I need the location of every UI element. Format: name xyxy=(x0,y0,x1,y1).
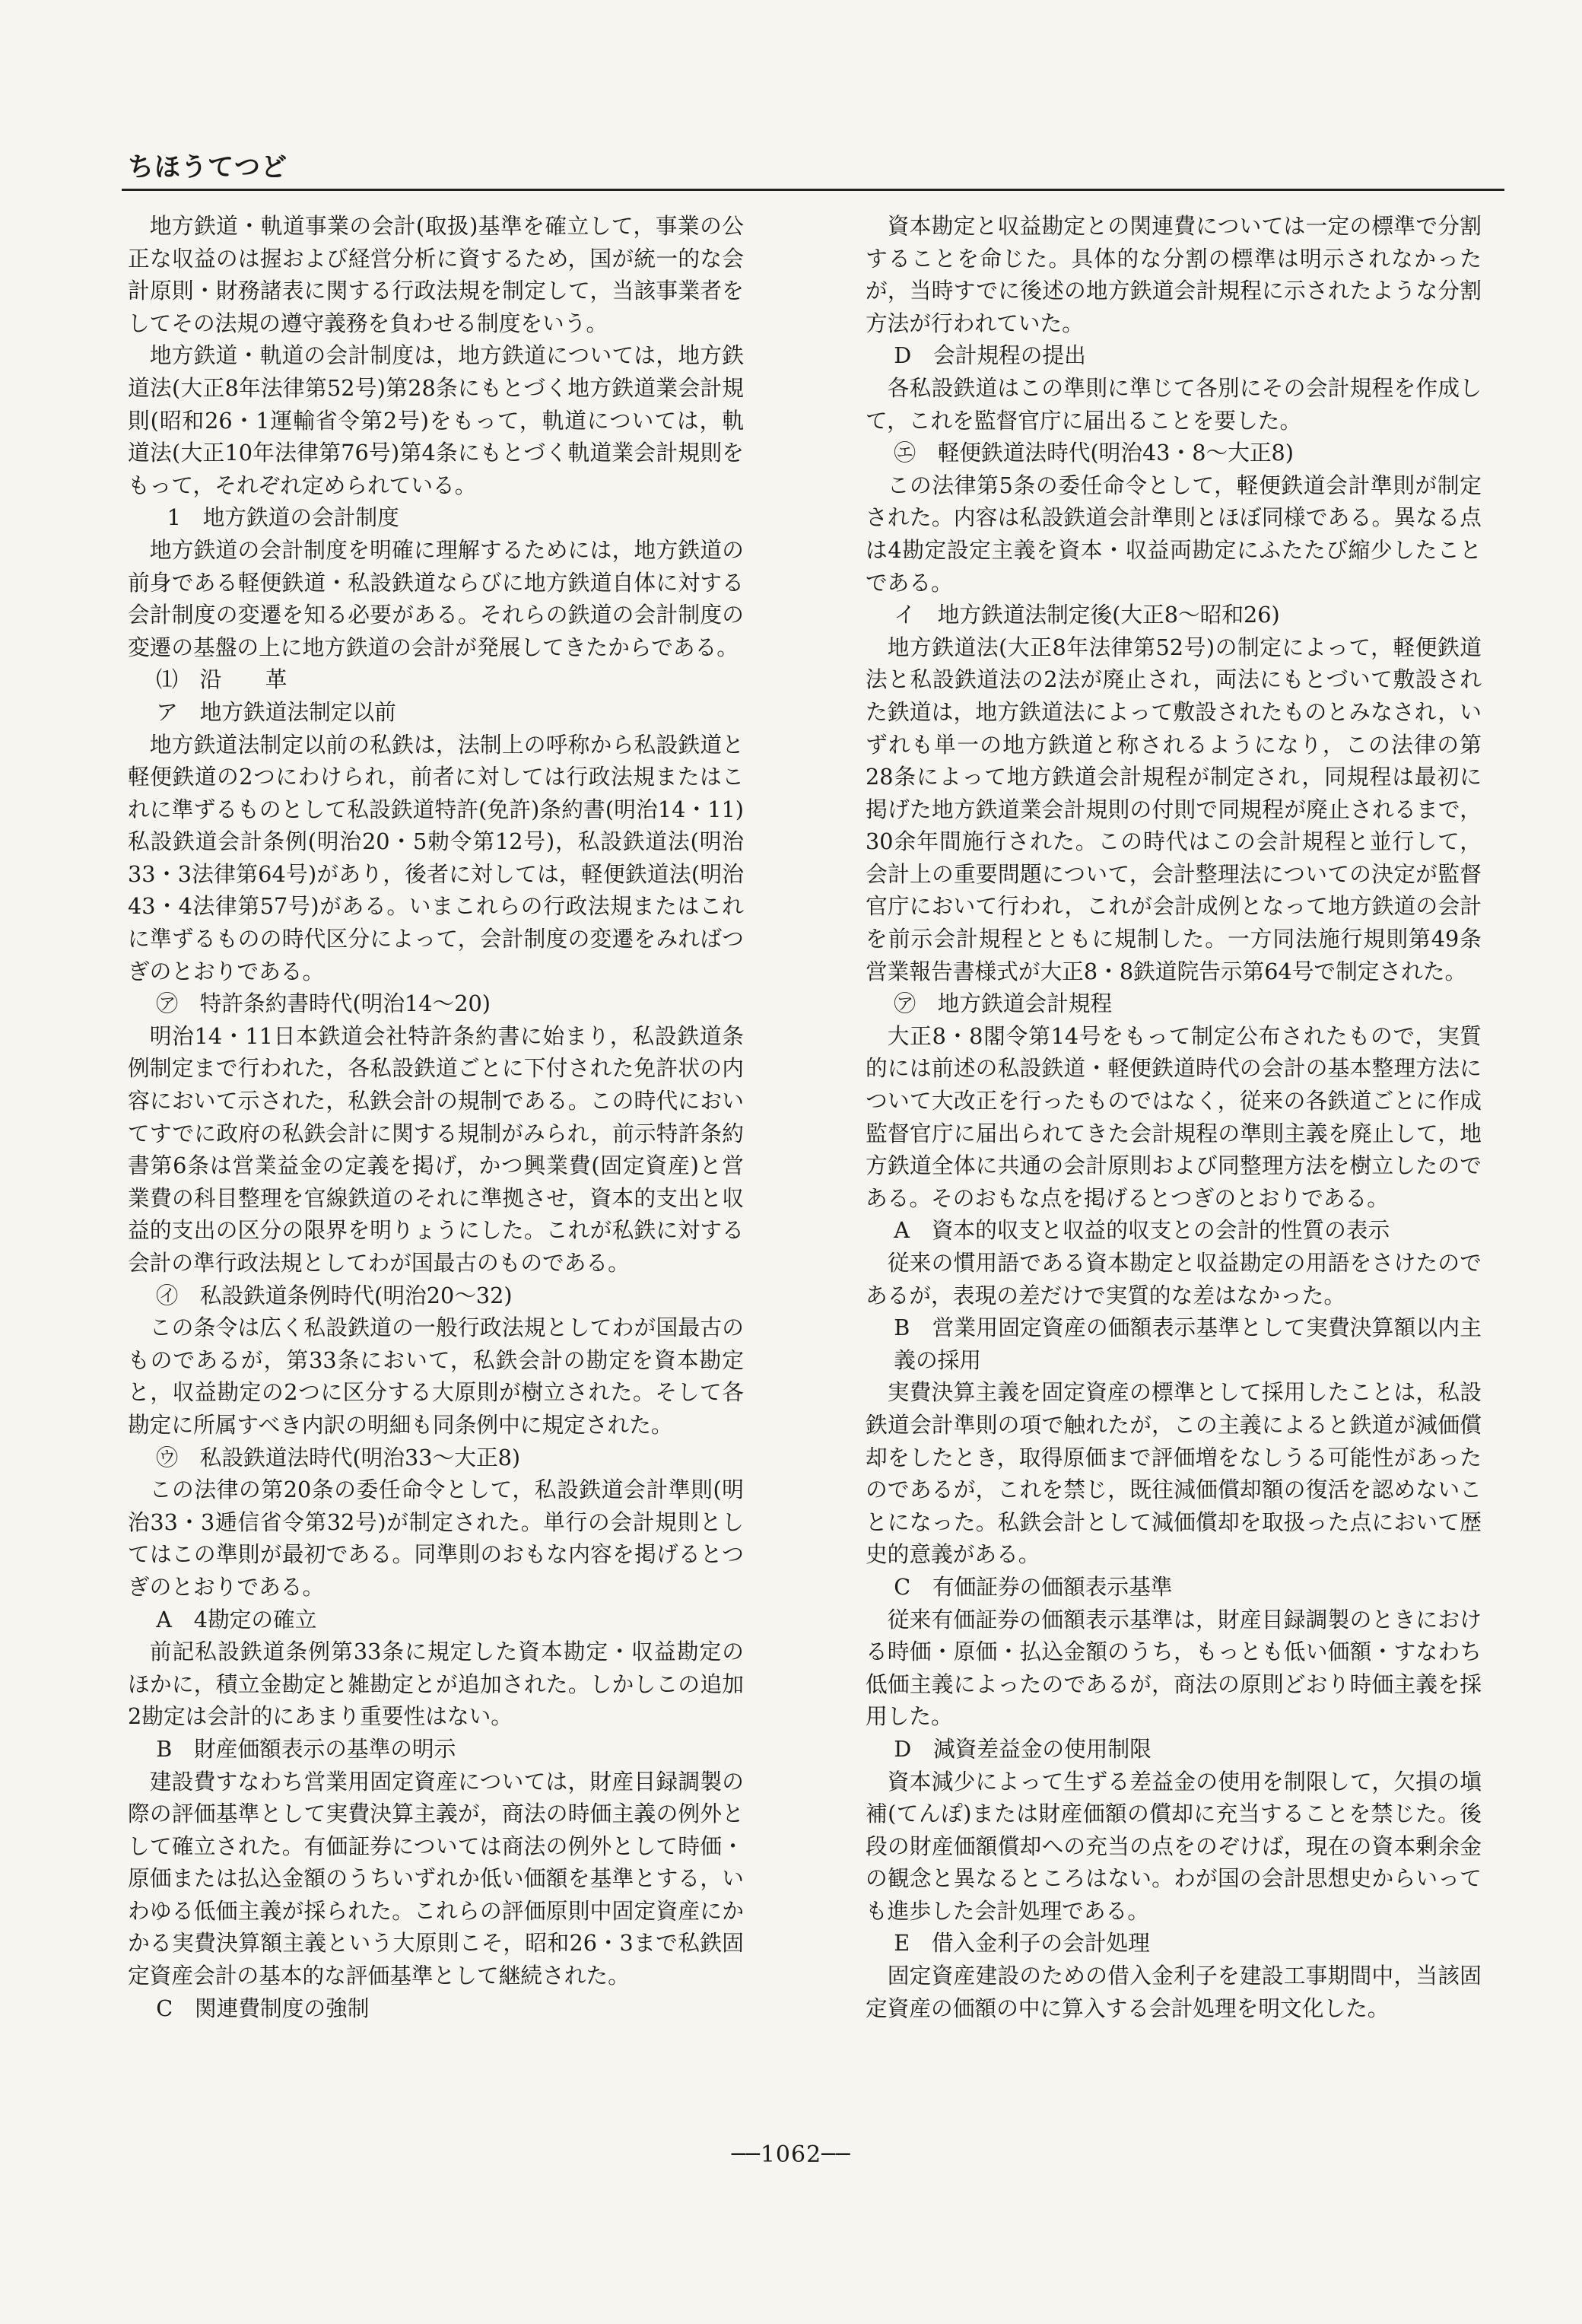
section-heading: 1 地方鉄道の会計制度 xyxy=(167,504,399,531)
page-header-title: ちほうてつど xyxy=(128,152,287,183)
paragraph: 明治14・11日本鉄道会社特許条約書に始まり，私設鉄道条例制定まで行われた，各私設鉄道ごとに下付された免許状の内容において示された，私鉄会計の規制である。この時代においてすでに政府の私鉄会計に関する規制がみられ，前示特許条約書第6条は営業益金の定義を掲げ，かつ興業費(固定資産)と営業費の科目整理を官線鉄道のそれに準拠させ，資本的支出と収益的支出の区分の限界を明りょうにした。これが私鉄に対する会計の準行政法規としてわが国最古のものである。 xyxy=(128,1022,744,1276)
paragraph: 従来の慣用語である資本勘定と収益勘定の用語をさけたのであるが，表現の差だけで実質的な差はなかった。 xyxy=(866,1250,1482,1308)
section-heading: ㋓ 軽便鉄道法時代(明治43・8〜大正8) xyxy=(894,440,1295,466)
paragraph: 資本勘定と収益勘定との関連費については一定の標準で分割することを命じた。具体的な分割の標準は明示されなかったが，当時すでに後述の地方鉄道会計規程に示されたような分割方法が行われていた。 xyxy=(866,213,1482,336)
paragraph: 従来有価証券の価額表示基準は，財産目録調製のときにおける時価・原価・払込金額のうち，もっとも低い価額・すなわち低価主義によったのであるが，商法の原則どおり時価主義を採用した。 xyxy=(866,1606,1482,1730)
paragraph: 地方鉄道・軌道の会計制度は，地方鉄道については，地方鉄道法(大正8年法律第52号)第28条にもとづく地方鉄道業会計規則(昭和26・1運輸省令第2号)をもって，軌道については，軌道法(大正10年法律第76号)第4条にもとづく軌道業会計規則をもって，それぞれ定められている。 xyxy=(128,342,744,498)
paragraph: 固定資産建設のための借入金利子を建設工事期間中，当該固定資産の価額の中に算入する会計処理を明文化した。 xyxy=(866,1963,1482,2021)
section-heading: A 資本的収支と収益的収支との会計的性質の表示 xyxy=(894,1217,1390,1244)
section-heading: B 営業用固定資産の価額表示基準として実費決算額以内主義の採用 xyxy=(894,1315,1482,1373)
paragraph: この条令は広く私設鉄道の一般行政法規としてわが国最古のものであるが，第33条において，私鉄会計の勘定を資本勘定と，収益勘定の2つに区分する大原則が樹立された。そして各勘定に所属すべき内訳の明細も同条例中に規定された。 xyxy=(128,1315,744,1438)
page-number: ──1062── xyxy=(731,2141,851,2168)
paragraph: 資本減少によって生ずる差益金の使用を制限して，欠損の塡補(てんぽ)または財産価額の償却に充当することを禁じた。後段の財産価額償却への充当の点をのぞけば，現在の資本剰余金の観念と異なるところはない。わが国の会計思想史からいっても進歩した会計処理である。 xyxy=(866,1768,1482,1924)
section-heading: C 関連費制度の強制 xyxy=(156,1995,370,2021)
section-heading: D 減資差益金の使用制限 xyxy=(894,1735,1152,1762)
paragraph: 地方鉄道の会計制度を明確に理解するためには，地方鉄道の前身である軽便鉄道・私設鉄道ならびに地方鉄道自体に対する会計制度の変遷を知る必要がある。それらの鉄道の会計制度の変遷の基盤の上に地方鉄道の会計が発展してきたからである。 xyxy=(128,536,744,660)
paragraph: 地方鉄道法制定以前の私鉄は，法制上の呼称から私設鉄道と軽便鉄道の2つにわけられ，前者に対しては行政法規またはこれに準ずるものとして私設鉄道特許(免許)条約書(明治14・11)私設鉄道会計条例(明治20・5勅令第12号)，私設鉄道法(明治33・3法律第64号)があり，後者に対しては，軽便鉄道法(明治43・4法律第57号)がある。いまこれらの行政法規またはこれに準ずるものの時代区分によって，会計制度の変遷をみればつぎのとおりである。 xyxy=(128,731,744,984)
paragraph: 実費決算主義を固定資産の標準として採用したことは，私設鉄道会計準則の項で触れたが，この主義によると鉄道が減価償却をしたとき，取得原価まで評価増をなしうる可能性があったのであるが，これを禁じ，既往減価償却額の復活を認めないことになった。私鉄会計として減価償却を取扱った点において歴史的意義がある。 xyxy=(866,1379,1482,1568)
paragraph: 建設費すなわち営業用固定資産については，財産目録調製の際の評価基準として実費決算主義が，商法の時価主義の例外として確立された。有価証券については商法の例外として時価・原価または払込金額のうちいずれか低い価額を基準とする，いわゆる低価主義が採られた。これらの評価原則中固定資産にかかる実費決算額主義という大原則こそ，昭和26・3まで私鉄固定資産会計の基本的な評価基準として継続された。 xyxy=(128,1768,744,1989)
section-heading: ㋐ 地方鉄道会計規程 xyxy=(894,990,1113,1017)
section-heading: ⑴ 沿 革 xyxy=(156,666,287,693)
paragraph: 大正8・8閣令第14号をもって制定公布されたもので，実質的には前述の私設鉄道・軽便鉄道時代の会計の基本整理方法について大改正を行ったものではなく，従来の各鉄道ごとに作成監督官庁に届出られてきた会計規程の準則主義を廃止して，地方鉄道全体に共通の会計原則および同整理方法を樹立したのである。そのおもな点を掲げるとつぎのとおりである。 xyxy=(866,1022,1482,1211)
paragraph: この法律第5条の委任命令として，軽便鉄道会計準則が制定された。内容は私設鉄道会計準則とほぼ同様である。異なる点は4勘定設定主義を資本・収益両勘定にふたたび縮少したことである。 xyxy=(866,472,1482,596)
paragraph: 地方鉄道法(大正8年法律第52号)の制定によって，軽便鉄道法と私設鉄道法の2法が廃止され，両法にもとづいて敷設された鉄道は，地方鉄道法によって敷設されたものとみなされ，いずれも単一の地方鉄道と称されるようになり，この法律の第28条によって地方鉄道会計規程が制定され，同規程は最初に掲げた地方鉄道業会計規則の付則で同規程が廃止されるまで，30余年間施行された。この時代はこの会計規程と並行して，会計上の重要問題について，会計整理法についての決定が監督官庁において行われ，これが会計成例となって地方鉄道の会計を前示会計規程とともに規制した。一方同法施行規則第49条営業報告書様式が大正8・8鉄道院告示第64号で制定された。 xyxy=(866,634,1482,984)
section-heading: ㋐ 特許条約書時代(明治14〜20) xyxy=(156,990,491,1017)
section-heading: イ 地方鉄道法制定後(大正8〜昭和26) xyxy=(894,602,1280,628)
section-heading: B 財産価額表示の基準の明示 xyxy=(156,1735,456,1762)
paragraph: この法律の第20条の委任命令として，私設鉄道会計準則(明治33・3逓信省令第32号)が制定された。単行の会計規則としてはこの準則が最初である。同準則のおもな内容を掲げるとつぎのとおりである。 xyxy=(128,1477,744,1600)
section-heading: D 会計規程の提出 xyxy=(894,342,1086,369)
section-heading: ㋑ 私設鉄道条例時代(明治20〜32) xyxy=(156,1282,513,1308)
paragraph: 地方鉄道・軌道事業の会計(取扱)基準を確立して，事業の公正な収益のは握および経営分析に資するため，国が統一的な会計原則・財務諸表に関する行政法規を制定して，当該事業者をしてその法規の遵守義務を負わせる制度をいう。 xyxy=(128,213,744,336)
left-column xyxy=(128,210,744,2024)
header-rule xyxy=(122,189,1504,191)
paragraph: 前記私設鉄道条例第33条に規定した資本勘定・収益勘定のほかに，積立金勘定と雑勘定とが追加された。しかしこの追加2勘定は会計的にあまり重要性はない。 xyxy=(128,1639,744,1730)
section-heading: ア 地方鉄道法制定以前 xyxy=(156,698,396,725)
section-heading: C 有価証券の価額表示基準 xyxy=(894,1573,1173,1600)
section-heading: ㋒ 私設鉄道法時代(明治33〜大正8) xyxy=(156,1444,521,1470)
section-heading: A 4勘定の確立 xyxy=(156,1606,317,1633)
right-column xyxy=(866,210,1482,2024)
section-heading: E 借入金利子の会計処理 xyxy=(894,1930,1150,1957)
paragraph: 各私設鉄道はこの準則に準じて各別にその会計規程を作成して，これを監督官庁に届出ることを要した。 xyxy=(866,374,1482,434)
